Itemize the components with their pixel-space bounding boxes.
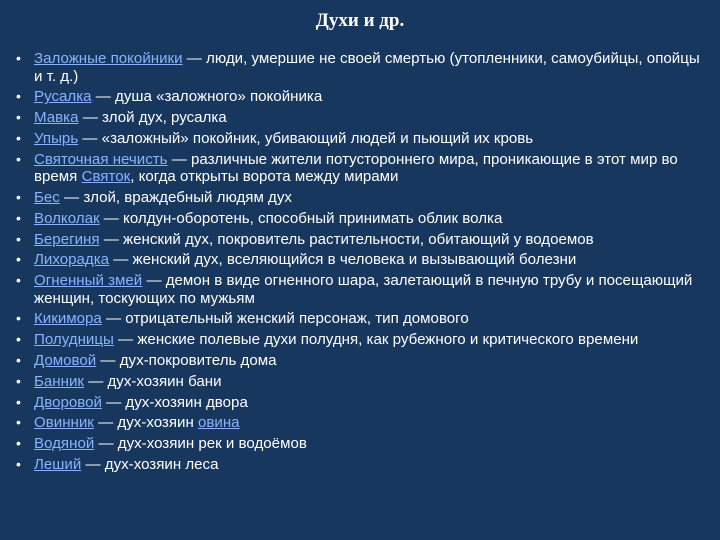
list-item <box>16 435 706 453</box>
term-link[interactable]: Мавка <box>34 109 79 127</box>
item-description: — дух-хозяин леса <box>81 456 219 474</box>
item-description: — колдун-оборотень, способный принимать облик волка <box>99 209 503 227</box>
item-description: — злой, враждебный людям дух <box>59 188 292 206</box>
item-description: — дух-хозяин бани <box>84 372 222 390</box>
list-item <box>16 88 706 106</box>
term-link[interactable]: Овинник <box>34 414 94 432</box>
bullet-icon: • <box>16 414 21 431</box>
bullet-icon: • <box>16 50 21 66</box>
list-item <box>16 50 706 85</box>
item-description: — демон в виде огненного шара, залетающий в печную трубу и посещающий женщин, тоскующих по мужьям <box>34 272 693 307</box>
list-item <box>16 456 706 474</box>
item-description: — женские полевые духи полудня, как рубежного и критического времени <box>113 331 639 349</box>
item-description: — дух-хозяин <box>93 414 198 432</box>
term-link[interactable]: Банник <box>34 372 85 390</box>
list-item <box>16 352 706 370</box>
list-item <box>16 109 706 127</box>
term-link[interactable]: Леший <box>34 456 82 474</box>
slide-title: Духи и др. <box>315 10 405 31</box>
bullet-icon: • <box>16 272 21 289</box>
term-link[interactable]: Берегиня <box>34 230 100 248</box>
term-link[interactable]: Полудницы <box>34 331 114 349</box>
bullet-icon: • <box>16 331 21 348</box>
bullet-icon: • <box>16 352 21 369</box>
bullet-icon: • <box>16 150 21 167</box>
item-description-continued: , когда открыты ворота между мирами <box>130 168 399 186</box>
list-item <box>16 210 706 228</box>
term-link[interactable]: Волколак <box>34 209 100 227</box>
item-description: — женский дух, вселяющийся в человека и вызывающий болезни <box>109 251 577 269</box>
term-link[interactable]: Упырь <box>34 129 79 147</box>
bullet-icon: • <box>16 393 21 410</box>
term-link[interactable]: Кикимора <box>34 310 102 328</box>
bullet-icon: • <box>16 88 21 105</box>
term-link[interactable]: Домовой <box>34 352 97 370</box>
item-description: — различные жители потустороннего мира, проникающие в этот мир во время <box>34 150 678 186</box>
list-item <box>16 130 706 148</box>
inline-link[interactable]: Святок <box>81 168 131 186</box>
list-item <box>16 151 706 186</box>
item-description: — душа «заложного» покойника <box>91 88 323 106</box>
spirits-list <box>16 50 706 477</box>
bullet-icon: • <box>16 129 21 146</box>
bullet-icon: • <box>16 251 21 268</box>
term-link[interactable]: Русалка <box>34 88 92 106</box>
inline-link[interactable]: овина <box>197 414 240 432</box>
bullet-icon: • <box>16 209 21 226</box>
list-item <box>16 414 706 432</box>
bullet-icon: • <box>16 372 21 389</box>
bullet-icon: • <box>16 109 21 126</box>
term-link[interactable]: Водяной <box>34 435 95 453</box>
item-description: — женский дух, покровитель растительности, обитающий у водоемов <box>99 230 594 248</box>
bullet-icon: • <box>16 435 21 452</box>
list-item <box>16 331 706 349</box>
term-link[interactable]: Огненный змей <box>34 272 143 290</box>
term-link[interactable]: Заложные покойники <box>34 50 183 67</box>
item-description: — дух-покровитель дома <box>96 352 277 370</box>
bullet-icon: • <box>16 310 21 327</box>
term-link[interactable]: Дворовой <box>34 393 102 411</box>
term-link[interactable]: Бес <box>34 188 60 206</box>
item-description: — злой дух, русалка <box>78 109 227 127</box>
list-item <box>16 231 706 249</box>
list-item <box>16 310 706 328</box>
bullet-icon: • <box>16 188 21 205</box>
item-description: — дух-хозяин рек и водоёмов <box>94 435 307 453</box>
item-description: — дух-хозяин двора <box>101 393 248 411</box>
list-item <box>16 251 706 269</box>
list-item <box>16 394 706 412</box>
bullet-icon: • <box>16 230 21 247</box>
list-item <box>16 189 706 207</box>
item-description: — «заложный» покойник, убивающий людей и пьющий их кровь <box>78 129 534 147</box>
term-link[interactable]: Святочная нечисть <box>34 150 168 168</box>
list-item <box>16 373 706 391</box>
item-description: — отрицательный женский персонаж, тип домового <box>101 310 469 328</box>
term-link[interactable]: Лихорадка <box>34 251 110 269</box>
list-item <box>16 272 706 307</box>
item-description: — люди, умершие не своей смертью (утопленники, самоубийцы, опойцы и т. д.) <box>34 50 700 85</box>
bullet-icon: • <box>16 456 21 473</box>
